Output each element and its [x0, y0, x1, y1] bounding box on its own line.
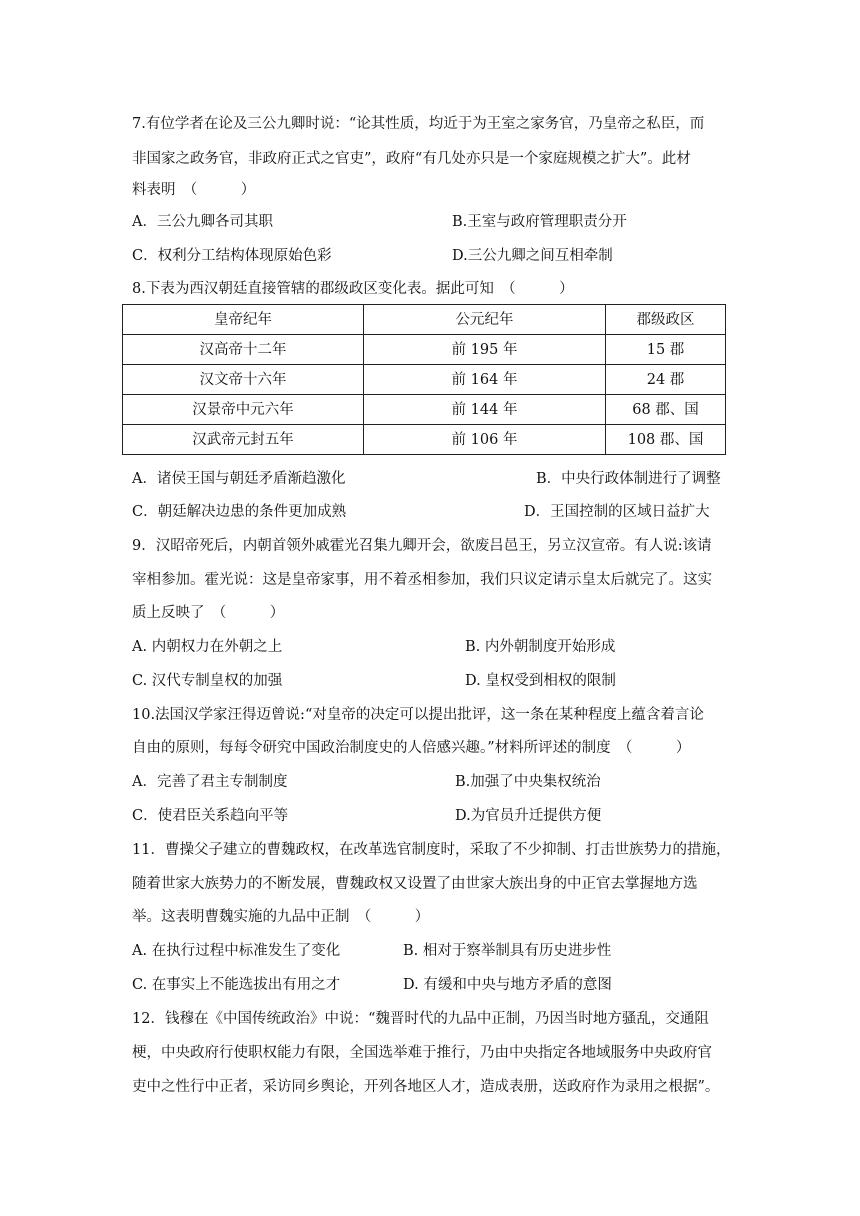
q10-option-d[interactable]: D.为官员升迁提供方便 — [455, 808, 602, 824]
table-row — [123, 335, 726, 365]
q7-option-a[interactable]: A．三公九卿各司其职 — [132, 214, 273, 230]
q11-option-c[interactable]: C. 在事实上不能选拔出有用之才 — [132, 977, 341, 993]
table-header-cell: 郡级政区 — [606, 305, 726, 335]
q10-line-2: 自由的原则，每每令研究中国政治制度史的人倍感兴趣。”材料所评述的制度 （ ） — [132, 740, 691, 756]
q12-line-3: 吏中之性行中正者，采访同乡舆论，开列各地区人才，造成表册，送政府作为录用之根据”。 — [132, 1079, 720, 1095]
q10-line-1: 10.法国汉学家汪得迈曾说:“对皇帝的决定可以提出批评，这一条在某种程度上蕴含着言论 — [132, 707, 704, 723]
q7-line-1: 7.有位学者在论及三公九卿时说：“论其性质，均近于为王室之家务官，乃皇帝之私臣，而 — [132, 116, 705, 132]
q8-option-c[interactable]: C．朝廷解决边患的条件更加成熟 — [132, 504, 347, 520]
q8-option-b[interactable]: B．中央行政体制进行了调整 — [536, 471, 721, 487]
q10-option-c[interactable]: C．使君臣关系趋向平等 — [132, 808, 289, 824]
table-cell: 前 164 年 — [364, 365, 606, 395]
q9-option-d[interactable]: D. 皇权受到相权的限制 — [465, 673, 616, 689]
table-cell: 前 195 年 — [364, 335, 606, 365]
table-cell: 前 106 年 — [364, 425, 606, 455]
q7-line-2: 非国家之政务官，非政府正式之官吏”，政府“有几处亦只是一个家庭规模之扩大”。此材 — [132, 151, 691, 167]
table-header-row — [123, 305, 726, 335]
q11-option-d[interactable]: D. 有缓和中央与地方矛盾的意图 — [403, 977, 612, 993]
table-row — [123, 395, 726, 425]
q7-option-c[interactable]: C．权利分工结构体现原始色彩 — [132, 248, 332, 264]
q11-option-b[interactable]: B. 相对于察举制具有历史进步性 — [403, 943, 612, 959]
q8-stem: 8.下表为西汉朝廷直接管辖的郡级政区变化表。据此可知 （ ） — [132, 281, 574, 297]
q9-option-b[interactable]: B. 内外朝制度开始形成 — [465, 639, 616, 655]
q11-line-3: 举。这表明曹魏实施的九品中正制 （ ） — [132, 909, 430, 925]
q7-option-b[interactable]: B.王室与政府管理职责分开 — [452, 214, 627, 230]
table-cell: 15 郡 — [606, 335, 726, 365]
q10-option-a[interactable]: A．完善了君主专制制度 — [132, 774, 288, 790]
table-cell: 24 郡 — [606, 365, 726, 395]
table-cell: 汉武帝元封五年 — [123, 425, 364, 455]
q7-line-3: 料表明 （ ） — [132, 182, 256, 198]
q11-line-2: 随着世家大族势力的不断发展，曹魏政权又设置了由世家大族出身的中正官去掌握地方选 — [132, 876, 698, 892]
q7-option-d[interactable]: D.三公九卿之间互相牵制 — [452, 248, 613, 264]
q9-option-a[interactable]: A. 内朝权力在外朝之上 — [132, 639, 283, 655]
table-cell: 汉文帝十六年 — [123, 365, 364, 395]
table-header-cell: 公元纪年 — [364, 305, 606, 335]
q11-option-a[interactable]: A. 在执行过程中标准发生了变化 — [132, 943, 341, 959]
table-cell: 108 郡、国 — [606, 425, 726, 455]
table-cell: 汉景帝中元六年 — [123, 395, 364, 425]
q9-line-3: 质上反映了 （ ） — [132, 605, 285, 621]
table-row — [123, 425, 726, 455]
q9-line-1: 9．汉昭帝死后，内朝首领外戚霍光召集九卿开会，欲废吕邑王，另立汉宣帝。有人说:该请 — [132, 538, 712, 554]
q11-line-1: 11．曹操父子建立的曹魏政权，在改革选官制度时，采取了不少抑制、打击世族势力的措施， — [132, 842, 731, 858]
q9-line-2: 宰相参加。霍光说：这是皇帝家事，用不着丞相参加，我们只议定请示皇太后就完了。这实 — [132, 572, 712, 588]
table-header-cell: 皇帝纪年 — [123, 305, 364, 335]
q12-line-1: 12．钱穆在《中国传统政治》中说：“魏晋时代的九品中正制，乃因当时地方骚乱，交通阻 — [132, 1011, 709, 1027]
prefecture-table — [122, 304, 726, 455]
table-cell: 68 郡、国 — [606, 395, 726, 425]
q8-option-d[interactable]: D．王国控制的区域日益扩大 — [524, 504, 710, 520]
q9-option-c[interactable]: C. 汉代专制皇权的加强 — [132, 673, 283, 689]
q8-option-a[interactable]: A．诸侯王国与朝廷矛盾渐趋激化 — [132, 471, 346, 487]
q10-option-b[interactable]: B.加强了中央集权统治 — [455, 774, 601, 790]
q12-line-2: 梗，中央政府行使职权能力有限，全国选举难于推行，乃由中央指定各地域服务中央政府官 — [132, 1045, 712, 1061]
table-row — [123, 365, 726, 395]
table-cell: 前 144 年 — [364, 395, 606, 425]
table-cell: 汉高帝十二年 — [123, 335, 364, 365]
